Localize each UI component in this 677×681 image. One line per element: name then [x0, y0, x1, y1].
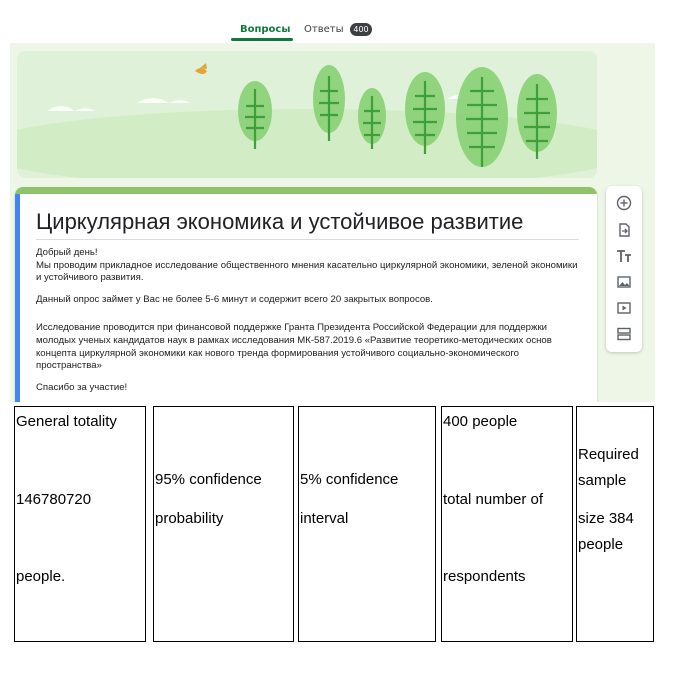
cell-text: Required	[578, 446, 639, 463]
cell-text: 95% confidence	[155, 471, 262, 488]
form-canvas	[10, 43, 655, 402]
cell-text: total number of	[443, 491, 544, 508]
description-paragraph: Данный опрос займет у Вас не более 5-6 минут и содержит всего 20 закрытых вопросов.	[36, 293, 433, 305]
form-description[interactable]	[36, 247, 581, 402]
card-accent-bar	[15, 187, 597, 194]
tab-answers[interactable]: Ответы	[304, 24, 344, 35]
cell-text: General totality	[16, 413, 117, 430]
add-section-icon[interactable]	[615, 325, 633, 343]
card-focus-bar	[15, 194, 20, 402]
table-cell	[14, 406, 146, 642]
add-title-icon[interactable]	[615, 247, 633, 265]
table-cell	[441, 406, 573, 642]
cell-text: 5% confidence	[300, 471, 399, 488]
cell-text: sample	[578, 472, 627, 489]
tab-active-indicator	[231, 38, 293, 41]
cell-text: probability	[155, 510, 224, 527]
table-cell	[576, 406, 654, 642]
description-paragraph: Добрый день! Мы проводим прикладное исследование общественного мнения касательно циркулярной экономики, зеленой экономики и устойчивого развития.	[36, 247, 578, 284]
form-title[interactable]: Циркулярная экономика и устойчивое развитие	[36, 209, 524, 234]
form-title-card[interactable]	[15, 187, 597, 402]
cell-text: interval	[300, 510, 349, 527]
table-cell	[298, 406, 436, 642]
cell-text: 146780720	[16, 491, 92, 508]
cell-text: size 384	[578, 510, 634, 527]
cell-text: respondents	[443, 568, 526, 585]
import-questions-icon[interactable]	[615, 221, 633, 239]
header-image	[17, 51, 597, 178]
description-paragraph: Исследование проводится при финансовой поддержке Гранта Президента Российской Федерации для поддержки молодых ученых кандидатов наук в рамках исследования МК-587.2019.6 «Развитие теоретико-методических основ концепта циркулярной экономики как нового тренда формирования устойчивого социально-экономического пространства»	[36, 322, 552, 372]
add-video-icon[interactable]	[615, 299, 633, 317]
floating-toolbar	[606, 186, 642, 352]
form-tabs	[0, 0, 677, 42]
cell-text: people.	[16, 568, 66, 585]
answers-count-badge: 400	[350, 23, 372, 36]
add-image-icon[interactable]	[615, 273, 633, 291]
title-underline	[36, 239, 579, 240]
cell-text: people	[578, 536, 624, 553]
add-question-icon[interactable]	[615, 194, 633, 212]
table-cell	[153, 406, 294, 642]
tab-questions[interactable]: Вопросы	[240, 24, 291, 35]
cell-text: 400 people	[443, 413, 518, 430]
description-paragraph: Спасибо за участие!	[36, 381, 128, 393]
